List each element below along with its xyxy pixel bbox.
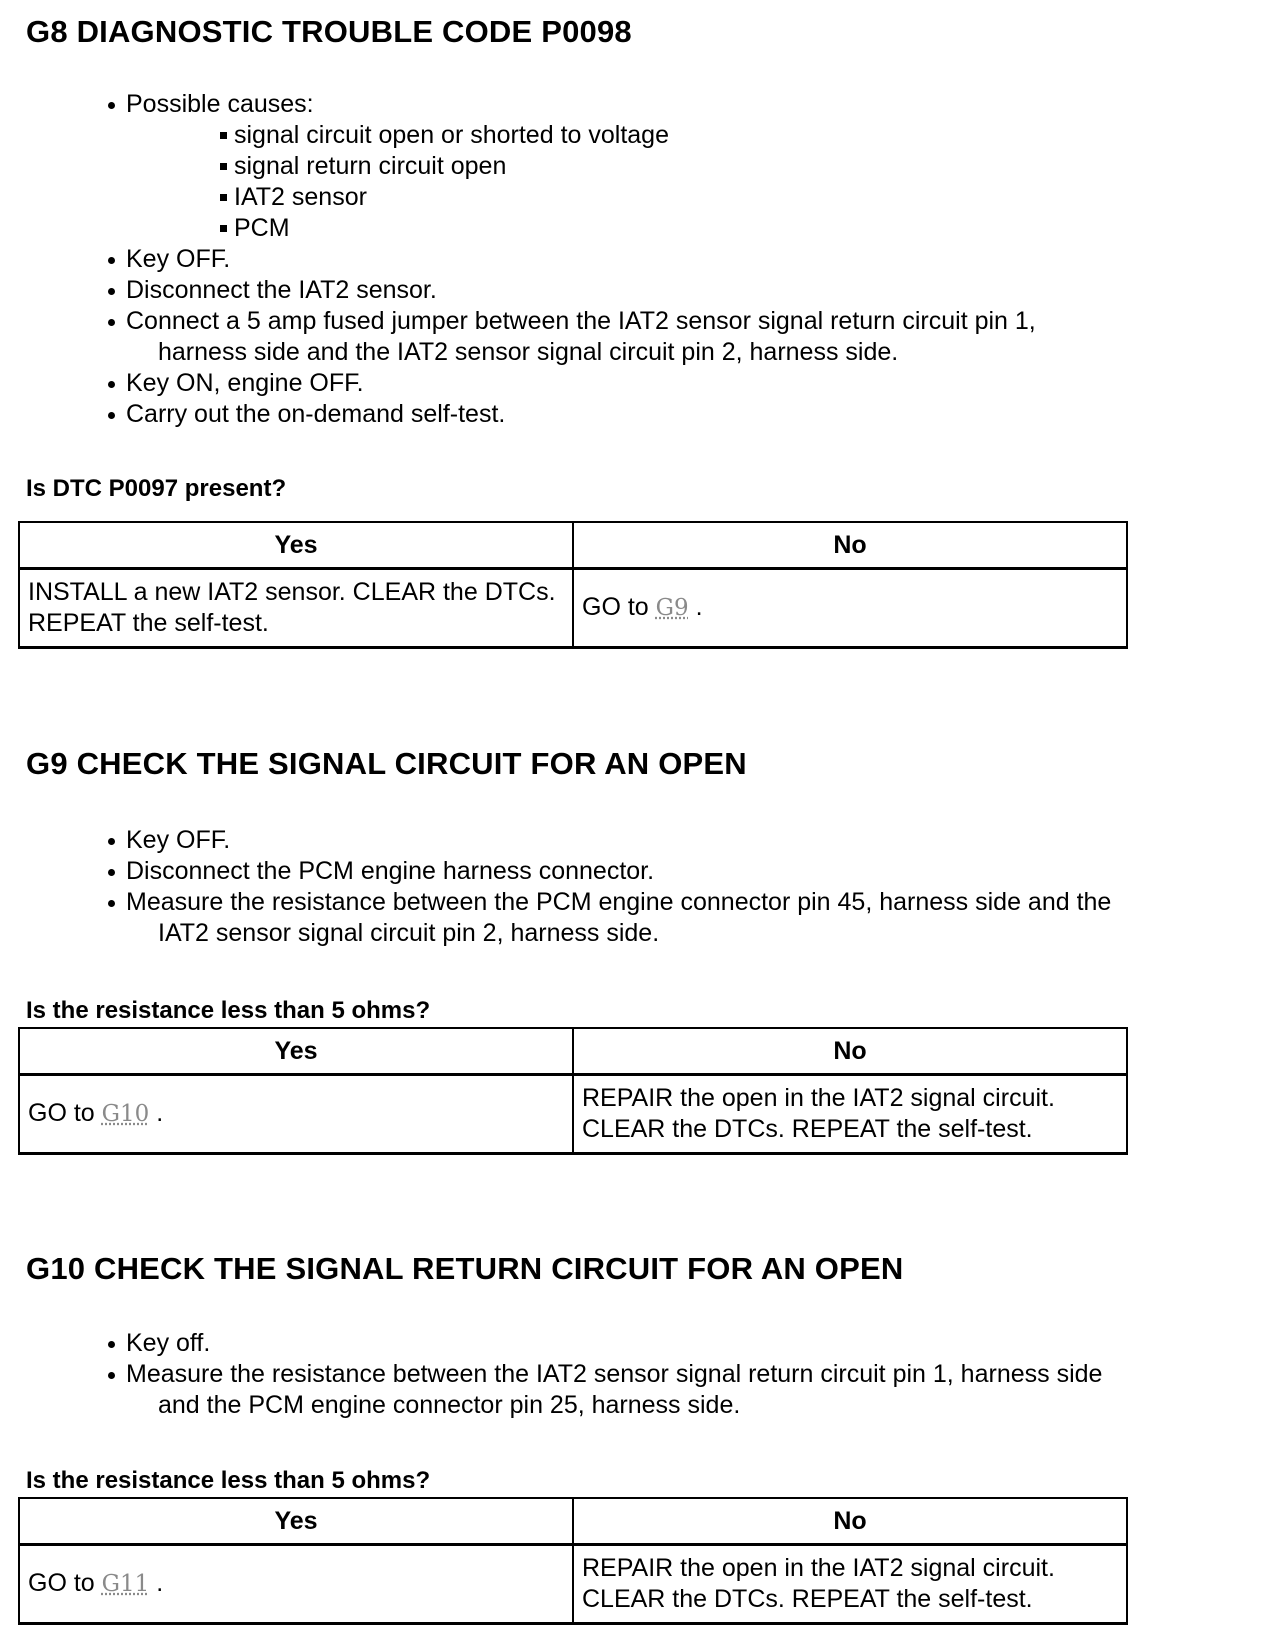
step-list: [106, 1328, 1246, 1421]
no-cell: REPAIR the open in the IAT2 signal circuit. CLEAR the DTCs. REPEAT the self-test.: [573, 1545, 1127, 1624]
decision-table: [18, 1497, 1128, 1625]
step-list: [106, 89, 1246, 430]
yes-cell: GO to G11 .: [19, 1545, 573, 1624]
list-item: Key OFF.: [106, 825, 1246, 856]
list-item: Carry out the on-demand self-test.: [106, 399, 1246, 430]
step-list: [106, 825, 1246, 949]
section-title: G9 CHECK THE SIGNAL CIRCUIT FOR AN OPEN: [26, 746, 747, 781]
yes-cell: INSTALL a new IAT2 sensor. CLEAR the DTCs. REPEAT the self-test.: [19, 569, 573, 648]
yes-cell: GO to G10 .: [19, 1075, 573, 1154]
list-item: Key OFF.: [106, 244, 1246, 275]
list-item: Disconnect the IAT2 sensor.: [106, 275, 1246, 306]
list-item: PCM: [218, 213, 1264, 244]
decision-table: [18, 1027, 1128, 1155]
list-item: Connect a 5 amp fused jumper between the IAT2 sensor signal return circuit pin 1, harness side and the IAT2 sensor signal circuit pin 2, harness side.: [106, 306, 1246, 368]
list-item: signal circuit open or shorted to voltage: [218, 120, 1264, 151]
goto-link-g9[interactable]: G9: [655, 595, 689, 621]
section-title: G10 CHECK THE SIGNAL RETURN CIRCUIT FOR AN OPEN: [26, 1251, 904, 1286]
list-item: IAT2 sensor: [218, 182, 1264, 213]
list-item: signal return circuit open: [218, 151, 1264, 182]
list-item: Key ON, engine OFF.: [106, 368, 1246, 399]
decision-table: [18, 521, 1128, 649]
no-header: No: [573, 1028, 1127, 1075]
list-item: Measure the resistance between the IAT2 sensor signal return circuit pin 1, harness side and the PCM engine connector pin 25, harness side.: [106, 1359, 1246, 1421]
causes-list: [126, 120, 1264, 244]
question: Is DTC P0097 present?: [26, 475, 287, 502]
no-header: No: [573, 522, 1127, 569]
no-cell: REPAIR the open in the IAT2 signal circuit. CLEAR the DTCs. REPEAT the self-test.: [573, 1075, 1127, 1154]
question: Is the resistance less than 5 ohms?: [26, 1467, 431, 1494]
yes-header: Yes: [19, 522, 573, 569]
list-item: Measure the resistance between the PCM engine connector pin 45, harness side and the IAT2 sensor signal circuit pin 2, harness side.: [106, 887, 1246, 949]
yes-header: Yes: [19, 1498, 573, 1545]
no-cell: GO to G9 .: [573, 569, 1127, 648]
goto-link-g11[interactable]: G11: [101, 1571, 150, 1597]
section-title: G8 DIAGNOSTIC TROUBLE CODE P0098: [26, 14, 632, 49]
yes-header: Yes: [19, 1028, 573, 1075]
goto-link-g10[interactable]: G10: [101, 1101, 150, 1127]
list-item: Possible causes: signal circuit open or shorted to voltage signal return circuit open IAT2 sensor PCM: [106, 89, 1246, 244]
no-header: No: [573, 1498, 1127, 1545]
question: Is the resistance less than 5 ohms?: [26, 997, 431, 1024]
list-item: Key off.: [106, 1328, 1246, 1359]
list-item: Disconnect the PCM engine harness connector.: [106, 856, 1246, 887]
